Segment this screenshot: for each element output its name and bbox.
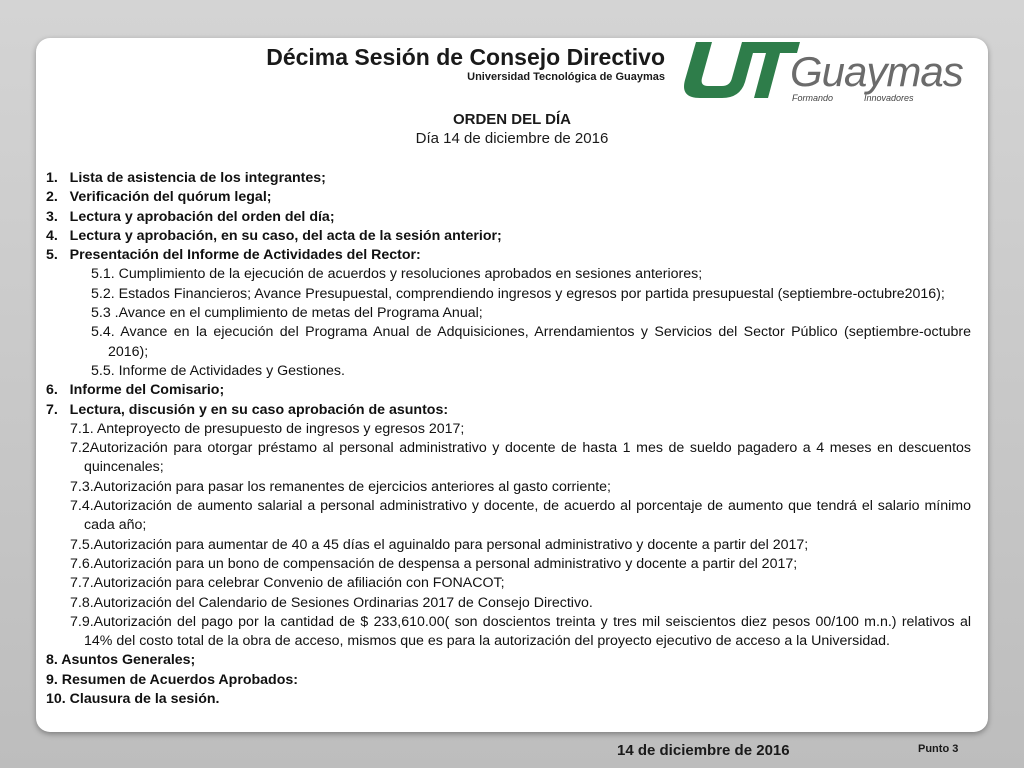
agenda-item-4: 4. Lectura y aprobación, en su caso, del acta de la sesión anterior; bbox=[46, 227, 502, 244]
agenda-subitem-5-4: 5.4. Avance en la ejecución del Programa Anual de Adquisiciones, Arrendamientos y Servicios del Sector Público (septiembre-octubre 2016); bbox=[91, 324, 971, 360]
agenda-subitem-7-7: 7.7.Autorización para celebrar Convenio de afiliación con FONACOT; bbox=[70, 575, 505, 592]
agenda-item-2: 2. Verificación del quórum legal; bbox=[46, 189, 272, 206]
agenda-subitem-5-1: 5.1. Cumplimiento de la ejecución de acuerdos y resoluciones aprobados en sesiones anteriores; bbox=[91, 266, 703, 283]
svg-text:Guaymas: Guaymas bbox=[790, 48, 963, 95]
agenda-item-7: 7. Lectura, discusión y en su caso aprobación de asuntos: bbox=[46, 401, 449, 418]
agenda-item-3: 3. Lectura y aprobación del orden del día; bbox=[46, 208, 335, 225]
agenda-title: ORDEN DEL DÍA bbox=[452, 111, 572, 128]
agenda-subitem-5-3: 5.3 .Avance en el cumplimiento de metas del Programa Anual; bbox=[91, 305, 483, 322]
ut-guaymas-logo bbox=[678, 38, 968, 106]
page-subtitle: Universidad Tecnológica de Guaymas bbox=[467, 71, 665, 83]
logo-tagline-right: Innovadores bbox=[864, 93, 914, 103]
agenda-subitem-7-1: 7.1. Anteproyecto de presupuesto de ingresos y egresos 2017; bbox=[70, 420, 465, 437]
agenda-subitem-7-8: 7.8.Autorización del Calendario de Sesiones Ordinarias 2017 de Consejo Directivo. bbox=[70, 594, 593, 611]
agenda-subitem-7-4: 7.4.Autorización de aumento salarial a personal administrativo y docente, de acuerdo al porcentaje de aumento que tendrá el salario mínimo cada año; bbox=[70, 498, 971, 534]
agenda-item-6: 6. Informe del Comisario; bbox=[46, 382, 225, 399]
agenda-list bbox=[46, 169, 971, 709]
logo-tagline-left: Formando bbox=[792, 93, 834, 103]
agenda-subitem-7-5: 7.5.Autorización para aumentar de 40 a 45 días el aguinaldo para personal administrativo y docente a partir del 2017; bbox=[70, 536, 809, 553]
agenda-item-9: 9. Resumen de Acuerdos Aprobados: bbox=[46, 671, 299, 688]
agenda-subitem-7-6: 7.6.Autorización para un bono de compensación de despensa a personal administrativo y docente a partir del 2017; bbox=[70, 555, 798, 572]
agenda-subitem-7-9: 7.9.Autorización del pago por la cantidad de $ 233,610.00( son doscientos treinta y tres mil seiscientos diez pesos 00/100 m.n.) relativos al 14% del costo total de la obra de acceso, mismos que es para la autorización del proyecto ejecutivo de acceso a la Universidad. bbox=[70, 613, 971, 650]
agenda-item-1: 1. Lista de asistencia de los integrantes; bbox=[46, 170, 326, 186]
agenda-subitem-5-2: 5.2. Estados Financieros; Avance Presupuestal, comprendiendo ingresos y egresos por partida presupuestal (septiembre-octubre2016); bbox=[91, 285, 945, 302]
agenda-subitem-7-3: 7.3.Autorización para pasar los remanentes de ejercicios anteriores al gasto corriente; bbox=[70, 478, 611, 495]
footer-date: 14 de diciembre de 2016 bbox=[617, 742, 790, 759]
page-title: Décima Sesión de Consejo Directivo bbox=[266, 44, 665, 70]
agenda-subitem-5-5: 5.5. Informe de Actividades y Gestiones. bbox=[91, 362, 345, 379]
agenda-item-8: 8. Asuntos Generales; bbox=[46, 652, 196, 669]
agenda-item-5: 5. Presentación del Informe de Actividades del Rector: bbox=[46, 247, 421, 264]
agenda-item-10: 10. Clausura de la sesión. bbox=[46, 691, 220, 708]
agenda-date: Día 14 de diciembre de 2016 bbox=[415, 130, 609, 147]
agenda-subitem-7-2: 7.2Autorización para otorgar préstamo al personal administrativo y docente de hasta 1 mes de sueldo pagadero a 4 meses en descuentos quincenales; bbox=[70, 440, 971, 476]
slide-number-label: Punto 3 bbox=[918, 743, 959, 755]
